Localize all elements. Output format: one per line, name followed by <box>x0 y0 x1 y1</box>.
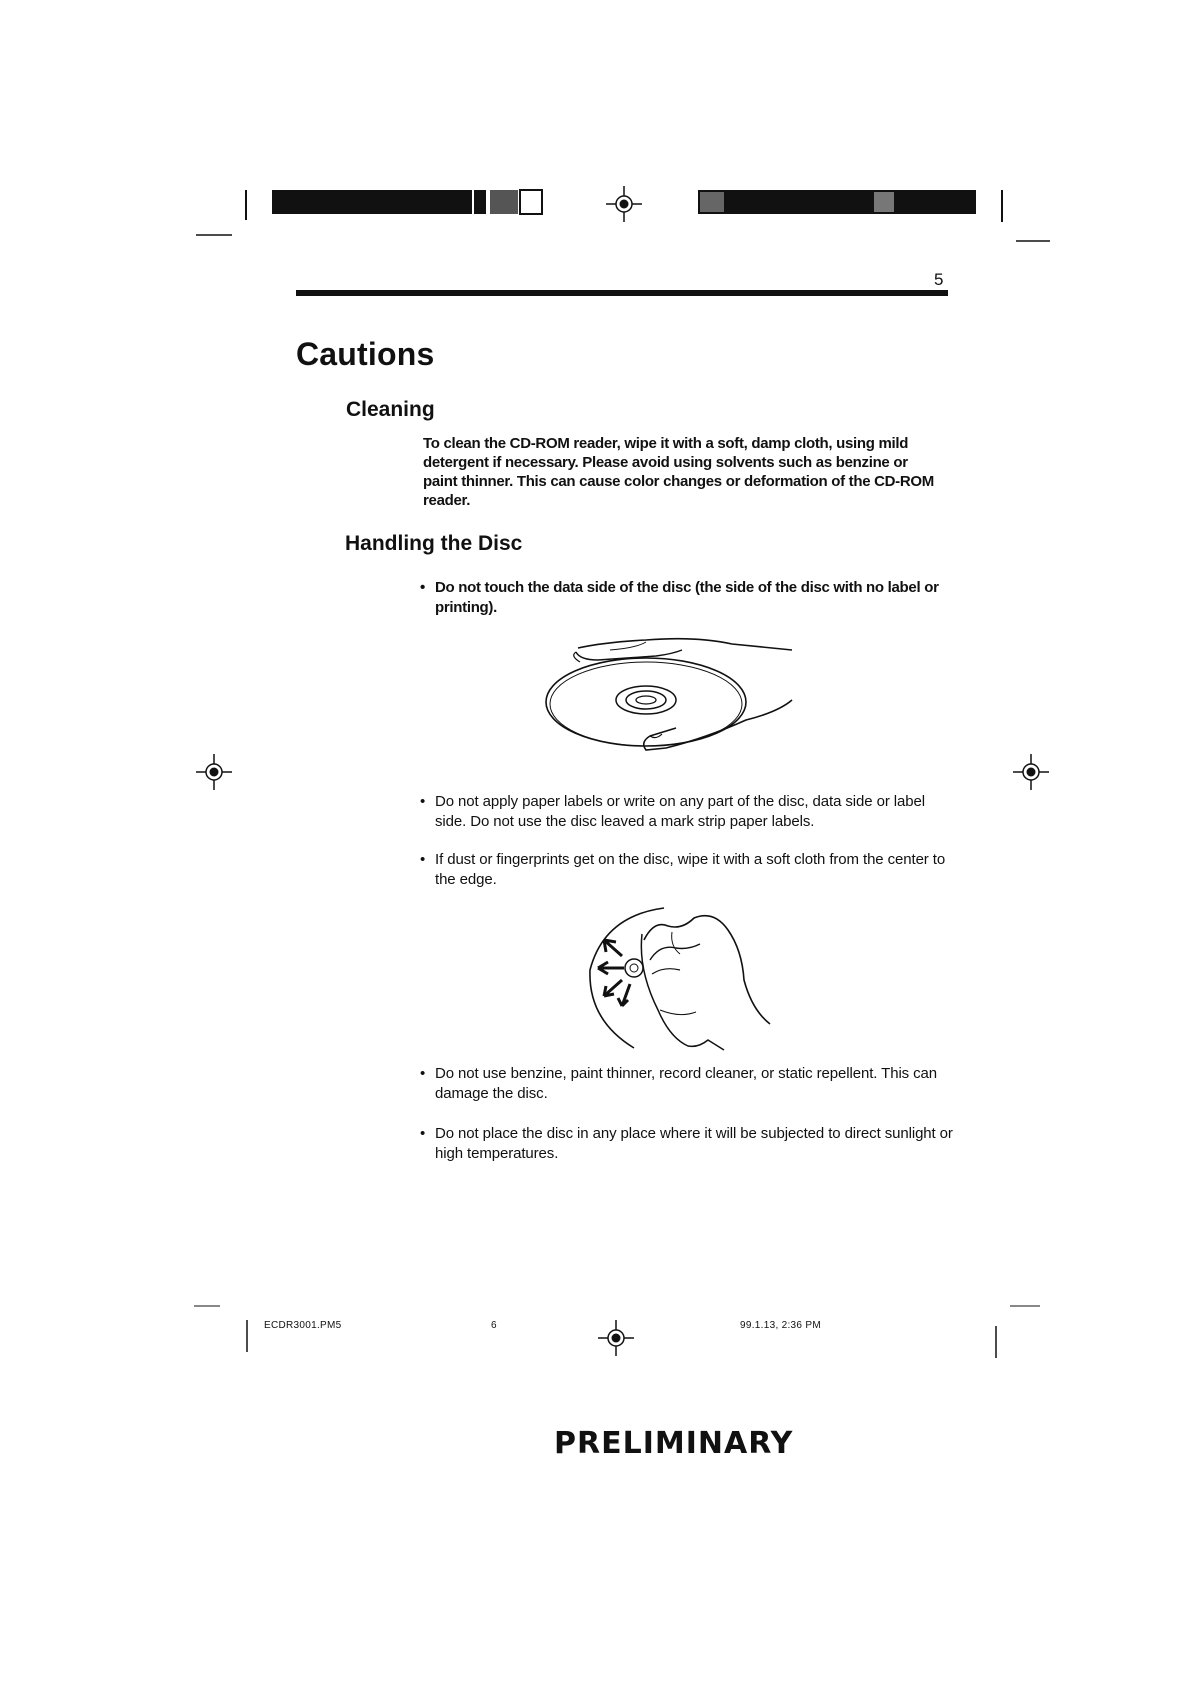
section-heading-cleaning: Cleaning <box>346 398 435 421</box>
page-title: Cautions <box>296 336 435 372</box>
hand-holding-disc-illustration <box>546 630 806 760</box>
section-heading-handling: Handling the Disc <box>345 532 523 555</box>
bullet-text: If dust or fingerprints get on the disc, wipe it with a soft cloth from the center to the edge. <box>435 851 946 888</box>
bullet-marker: • <box>420 579 425 596</box>
bullet-marker: • <box>420 1125 426 1142</box>
print-marks-bottom <box>0 1290 1182 1410</box>
list-item <box>420 1064 960 1104</box>
page-number: 5 <box>934 270 944 289</box>
bullet-marker: • <box>420 1065 426 1082</box>
registration-mark-icon <box>596 1318 636 1358</box>
bullet-text: Do not touch the data side of the disc (the side of the disc with no label or printing). <box>435 579 939 616</box>
cleaning-paragraph: To clean the CD-ROM reader, wipe it with a soft, damp cloth, using mild detergent if necessary. Please avoid using solvents such as benzine or paint thinner. This can cause color changes or deformation of the CD-ROM reader. <box>423 435 934 509</box>
footer-datetime: 99.1.13, 2:36 PM <box>740 1320 821 1331</box>
header-rule <box>296 290 948 296</box>
wiping-disc-illustration <box>584 900 784 1060</box>
list-item <box>420 1124 960 1164</box>
preliminary-stamp: PRELIMINARY <box>554 1426 794 1461</box>
bullet-marker: • <box>420 793 426 810</box>
registration-mark-icon <box>604 184 644 224</box>
color-bar-right <box>698 190 976 214</box>
registration-mark-icon <box>194 752 234 792</box>
list-item <box>420 578 960 618</box>
footer-page: 6 <box>491 1320 497 1331</box>
bullet-text: Do not use benzine, paint thinner, record cleaner, or static repellent. This can damage the disc. <box>435 1065 938 1102</box>
list-item <box>420 792 960 832</box>
registration-mark-icon <box>1011 752 1051 792</box>
footer-filename: ECDR3001.PM5 <box>264 1320 342 1331</box>
bullet-text: Do not apply paper labels or write on any part of the disc, data side or label side. Do not use the disc leaved a mark strip paper labels. <box>435 793 925 830</box>
list-item <box>420 850 960 890</box>
bullet-text: Do not place the disc in any place where it will be subjected to direct sunlight or high temperatures. <box>435 1125 953 1162</box>
print-marks-top <box>0 0 1182 260</box>
color-bar-left <box>272 190 472 214</box>
bullet-marker: • <box>420 851 426 868</box>
